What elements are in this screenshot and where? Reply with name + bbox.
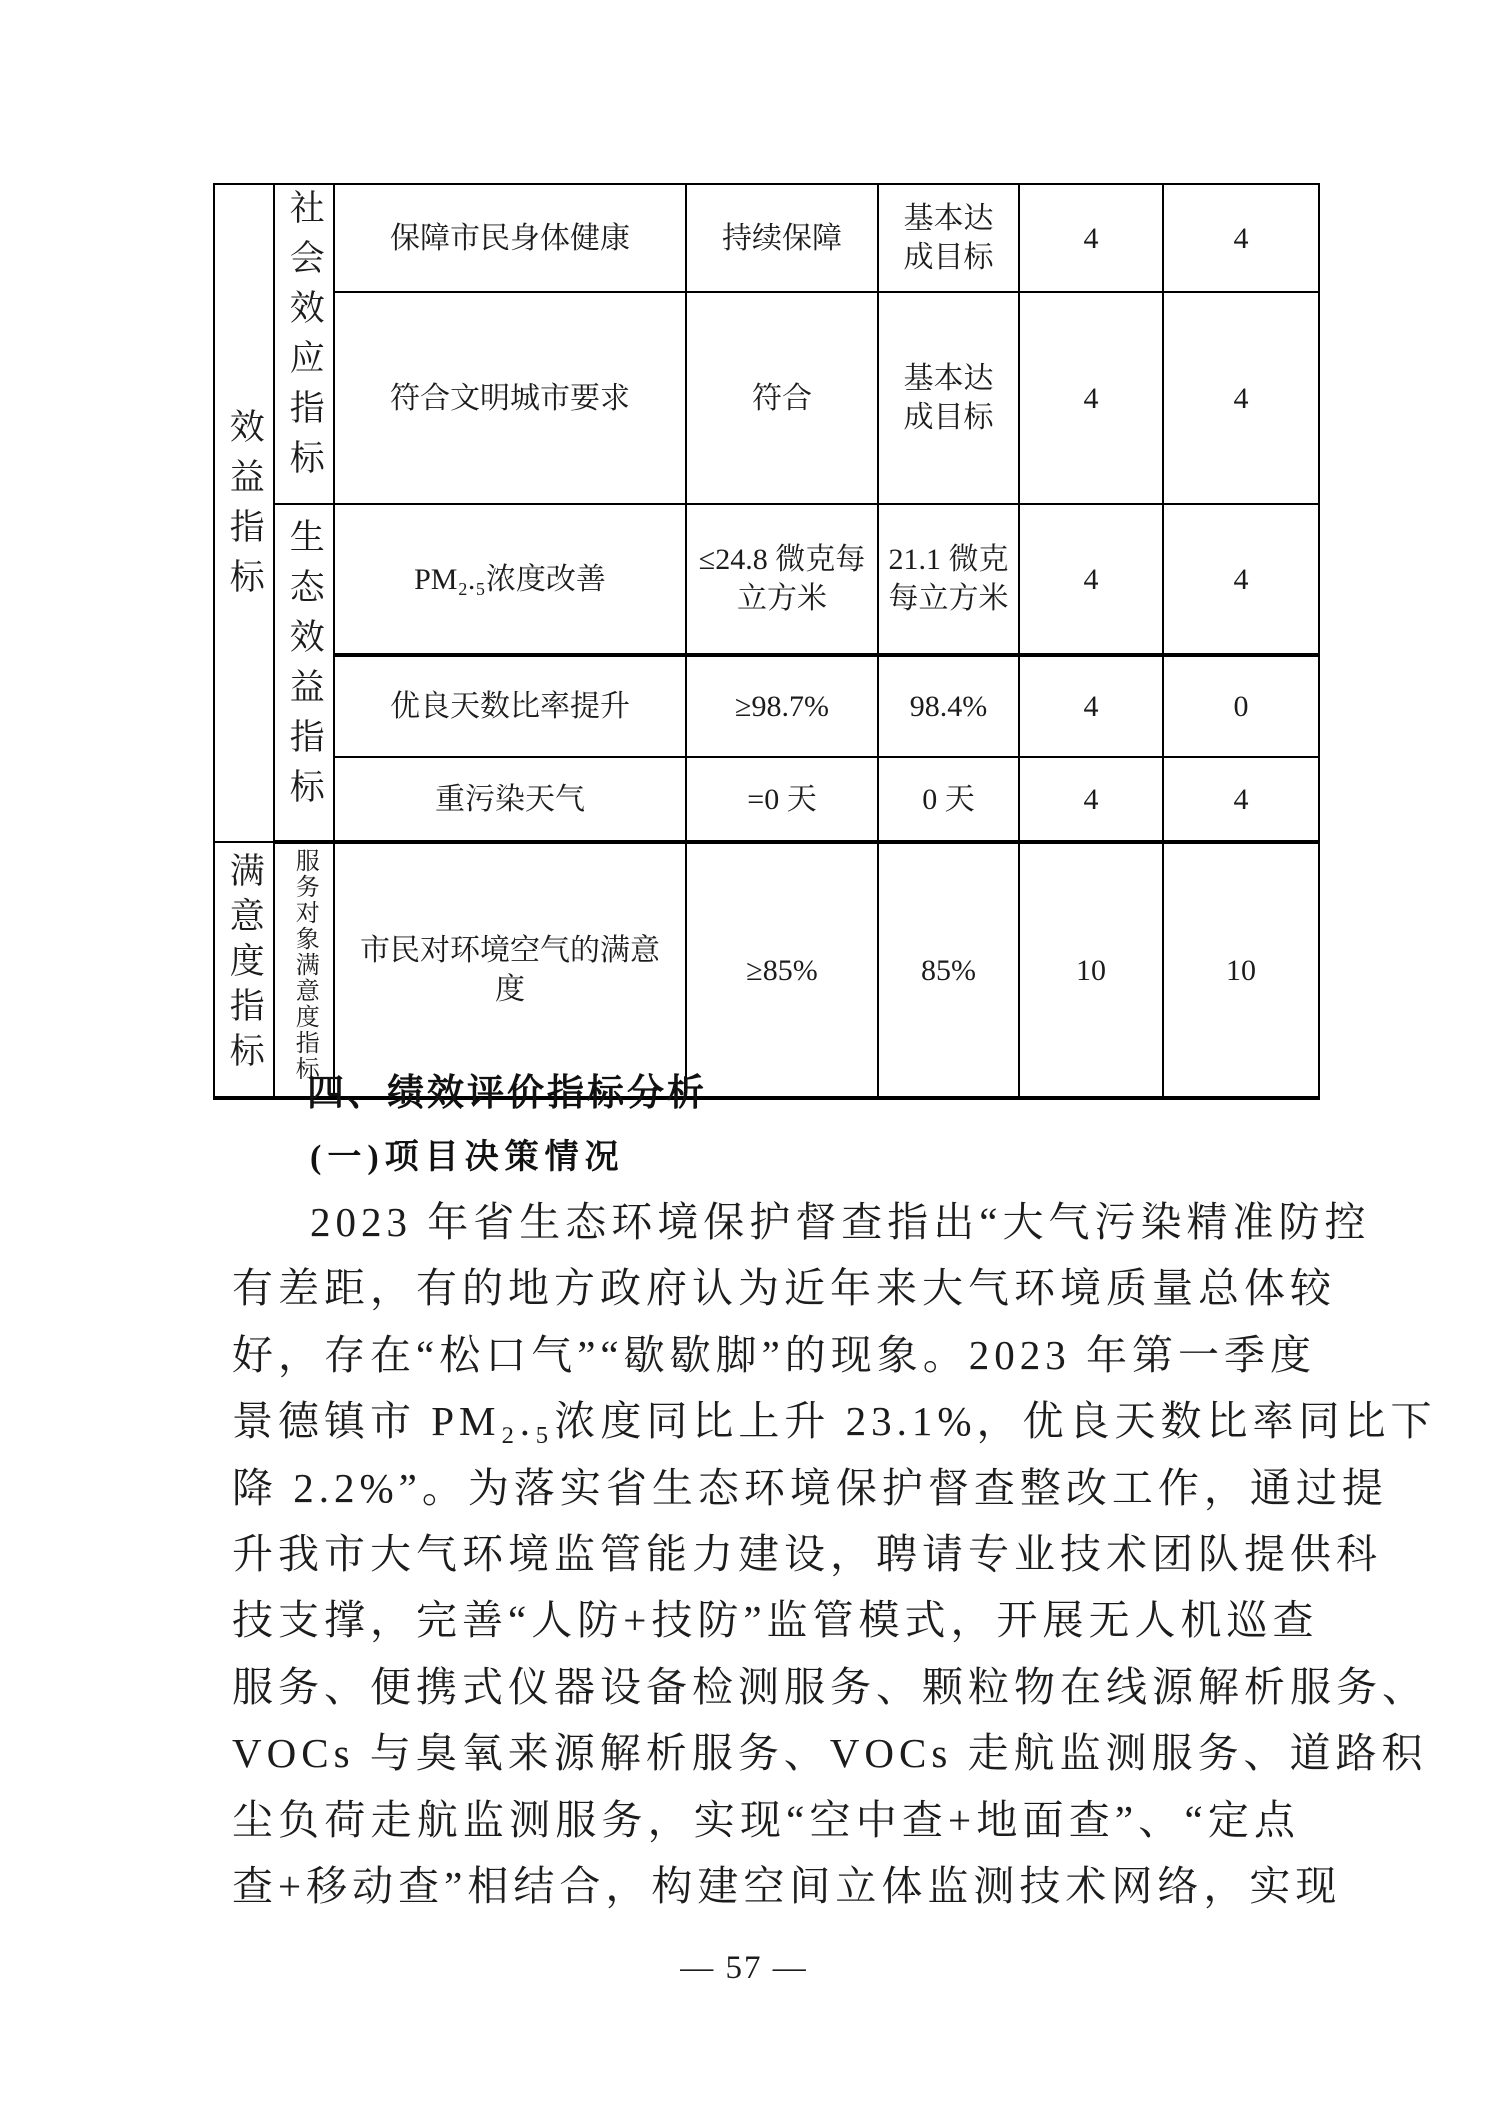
category-benefit-label: 效益指标 [225,408,265,608]
indicator-actual-cell: 98.4% [878,655,1019,757]
subcategory-service-label: 服务对象满意度指标 [291,848,318,1082]
paragraph-line: 降 2.2%”。为落实省生态环境保护督查整改工作，通过提 [232,1464,1388,1511]
subsection-heading: (一)项目决策情况 [310,1139,625,1176]
table-row [214,655,1319,757]
indicator-target-cell: 持续保障 [686,184,878,292]
indicator-score-cell: 4 [1163,757,1319,842]
performance-indicator-table [213,183,1320,1100]
indicator-weight-cell: 4 [1019,757,1163,842]
paragraph-line: 尘负荷走航监测服务，实现“空中查+地面查”、“定点 [232,1796,1300,1843]
table-row [214,842,1319,1098]
indicator-target-cell: =0 天 [686,757,878,842]
paragraph-line: 服务、便携式仪器设备检测服务、颗粒物在线源解析服务、 [232,1663,1428,1710]
table-row [214,184,1319,292]
paragraph-line: 好，存在“松口气”“歇歇脚”的现象。2023 年第一季度 [232,1331,1317,1378]
subcategory-eco-label: 生态效益指标 [285,517,325,818]
body-paragraph [232,1189,1437,1919]
indicator-actual-cell: 85% [878,842,1019,1098]
table-row [214,504,1319,655]
category-satisfaction-cell [214,842,274,1098]
subcategory-eco-cell [274,504,334,842]
indicator-name-cell [334,842,686,1098]
indicator-target-cell: ≤24.8 微克每立方米 [686,504,878,655]
indicator-weight-cell: 4 [1019,292,1163,504]
indicator-actual-cell [878,184,1019,292]
paragraph-line: 2023 年省生态环境保护督查指出“大气污染精准防控 [310,1199,1371,1245]
indicator-name-text: 市民对环境空气的满意度 [360,934,660,1006]
indicator-weight-cell: 4 [1019,184,1163,292]
page-number: — 57 — [680,1950,808,1986]
subcategory-social-cell [274,184,334,504]
indicator-actual-cell: 0 天 [878,757,1019,842]
table-row [214,757,1319,842]
indicator-weight-cell: 4 [1019,504,1163,655]
indicator-name-cell: 符合文明城市要求 [334,292,686,504]
paragraph-line: 查+移动查”相结合，构建空间立体监测技术网络，实现 [232,1862,1342,1909]
indicator-score-cell: 4 [1163,504,1319,655]
indicator-actual-cell [878,292,1019,504]
subcategory-social-label: 社会效应指标 [285,189,325,489]
indicator-weight-cell: 10 [1019,842,1163,1098]
indicator-weight-cell: 4 [1019,655,1163,757]
indicator-name-cell: PM₂.₅浓度改善 [334,504,686,655]
category-satisfaction-label: 满意度指标 [225,852,265,1077]
performance-indicator-table-wrap [213,183,1320,1100]
paragraph-line: 有差距，有的地方政府认为近年来大气环境质量总体较 [232,1265,1336,1312]
indicator-target-cell: ≥98.7% [686,655,878,757]
indicator-score-cell: 10 [1163,842,1319,1098]
indicator-score-cell: 0 [1163,655,1319,757]
paragraph-line: 景德镇市 PM₂.₅浓度同比上升 23.1%，优良天数比率同比下 [232,1398,1437,1445]
indicator-score-cell: 4 [1163,184,1319,292]
indicator-target-cell: 符合 [686,292,878,504]
indicator-name-cell: 优良天数比率提升 [334,655,686,757]
indicator-actual-text: 基本达成目标 [903,202,994,275]
indicator-name-cell: 保障市民身体健康 [334,184,686,292]
indicator-name-cell: 重污染天气 [334,757,686,842]
indicator-actual-text: 基本达成目标 [903,362,994,435]
paragraph-line: 技支撑，完善“人防+技防”监管模式，开展无人机巡查 [232,1597,1319,1644]
indicator-actual-cell: 21.1 微克每立方米 [878,504,1019,655]
indicator-score-cell: 4 [1163,292,1319,504]
subcategory-service-cell [274,842,334,1098]
paragraph-line: VOCs 与臭氧来源解析服务、VOCs 走航监测服务、道路积 [232,1730,1428,1777]
section-heading: 四、绩效评价指标分析 [307,1072,707,1113]
table-row [214,292,1319,504]
indicator-target-cell: ≥85% [686,842,878,1098]
category-benefit-cell [214,184,274,842]
paragraph-line: 升我市大气环境监管能力建设，聘请专业技术团队提供科 [232,1530,1382,1577]
